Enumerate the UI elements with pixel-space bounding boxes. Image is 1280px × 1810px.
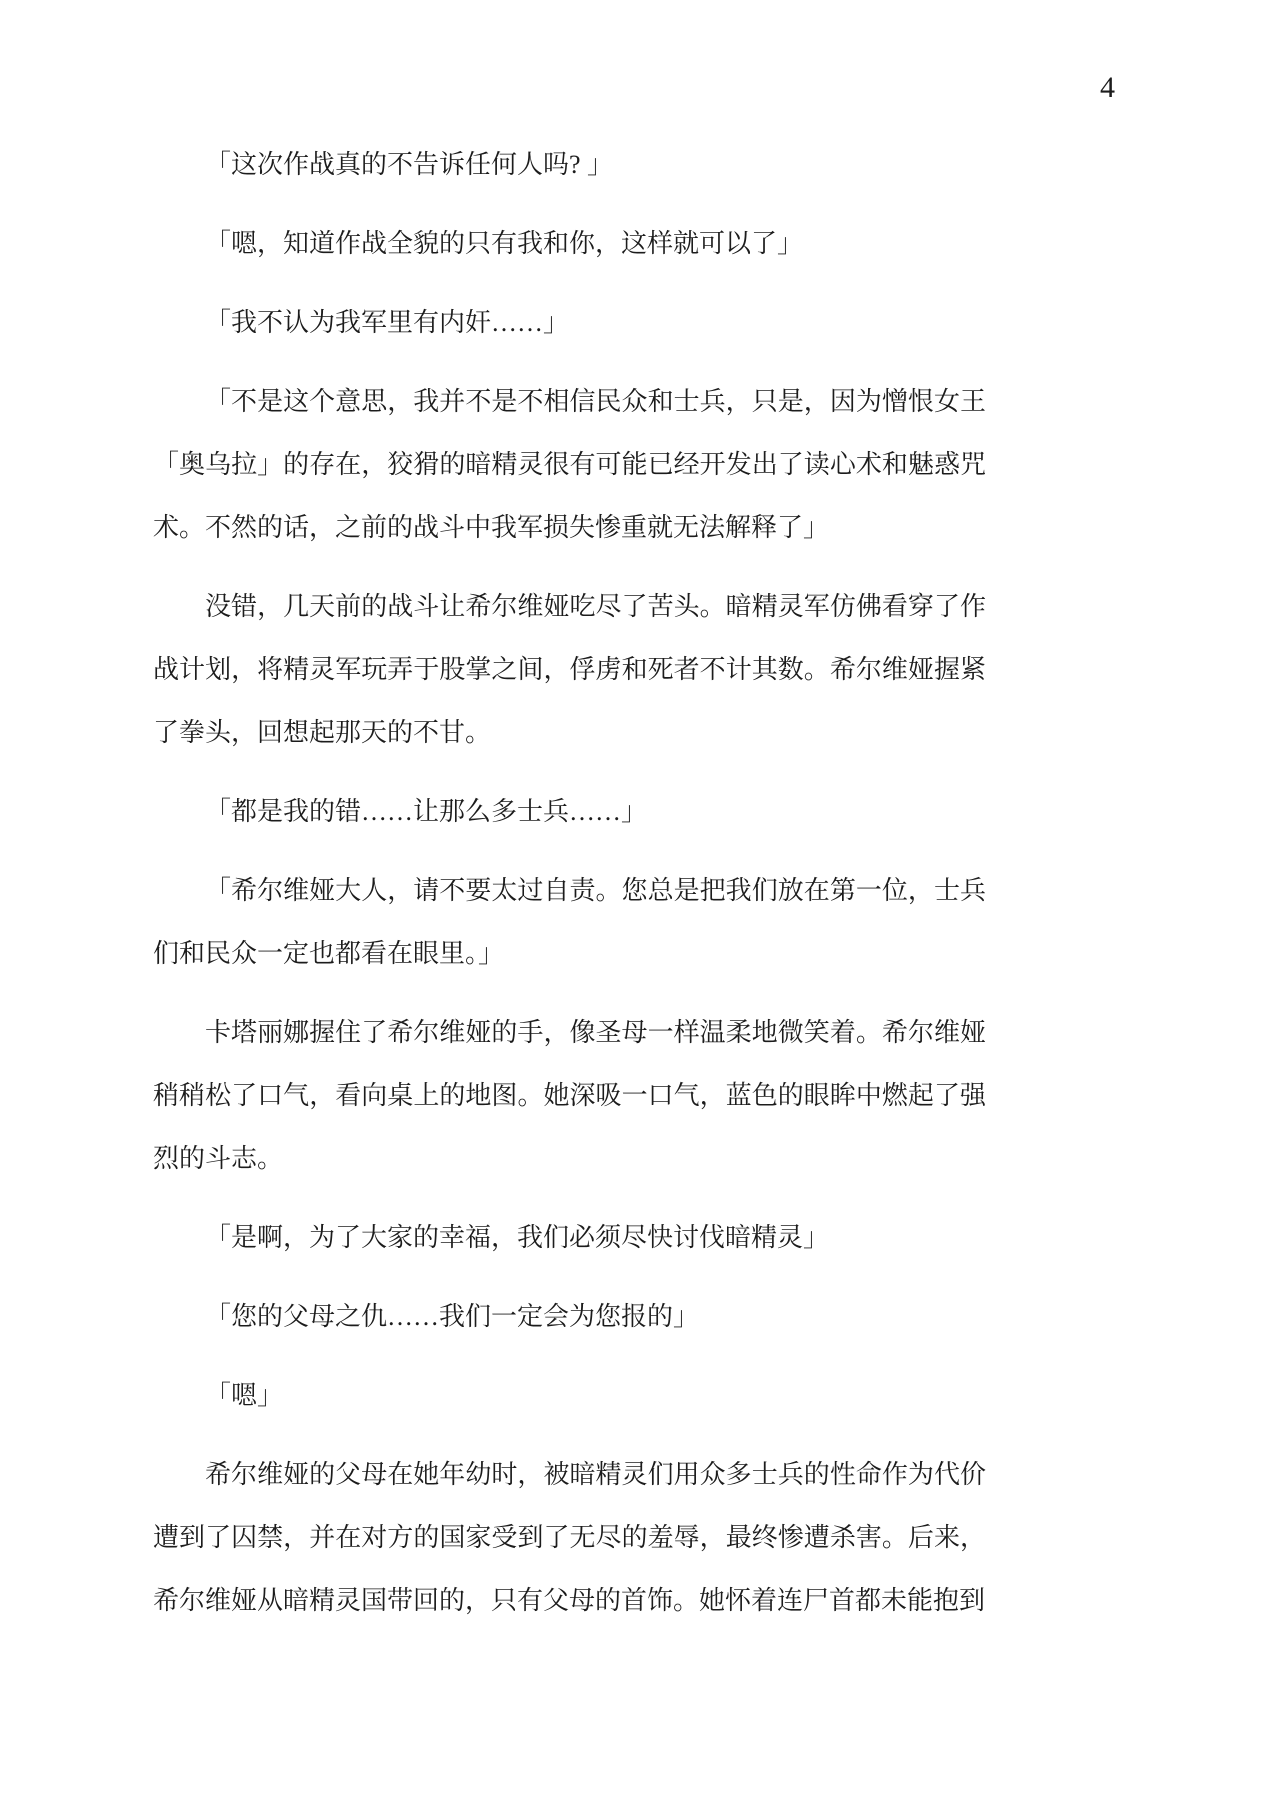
- paragraph: 「嗯」: [205, 1381, 284, 1410]
- paragraph: 希尔维娅的父母在她年幼时，被暗精灵们用众多士兵的性命作为代价遭到了囚禁，并在对方的国家受到了无尽的羞辱，最终惨遭杀害。后来，希尔维娅从暗精灵国带回的，只有父母的首饰。她怀着连尸首都未能抱到: [153, 1460, 986, 1615]
- paragraph: 「是啊，为了大家的幸福，我们必须尽快讨伐暗精灵」: [205, 1223, 830, 1252]
- page-number: 4: [1100, 71, 1115, 104]
- paragraph: 「都是我的错……让那么多士兵……」: [205, 797, 648, 826]
- paragraph: 没错，几天前的战斗让希尔维娅吃尽了苦头。暗精灵军仿佛看穿了作战计划，将精灵军玩弄于股掌之间，俘虏和死者不计其数。希尔维娅握紧了拳头，回想起那天的不甘。: [153, 592, 986, 747]
- paragraph: 「希尔维娅大人，请不要太过自责。您总是把我们放在第一位，士兵们和民众一定也都看在眼里。」: [153, 876, 986, 968]
- paragraph: 「不是这个意思，我并不是不相信民众和士兵，只是，因为憎恨女王「奥乌拉」的存在，狡猾的暗精灵很有可能已经开发出了读心术和魅惑咒术。不然的话，之前的战斗中我军损失惨重就无法解释了」: [153, 387, 986, 542]
- paragraph: 「您的父母之仇……我们一定会为您报的」: [205, 1302, 700, 1331]
- paragraph: 「这次作战真的不告诉任何人吗? 」: [205, 150, 614, 179]
- paragraph: 「我不认为我军里有内奸……」: [205, 308, 570, 337]
- body-text: [153, 133, 986, 1648]
- paragraph: 「嗯，知道作战全貌的只有我和你，这样就可以了」: [205, 229, 804, 258]
- paragraph: 卡塔丽娜握住了希尔维娅的手，像圣母一样温柔地微笑着。希尔维娅稍稍松了口气，看向桌上的地图。她深吸一口气，蓝色的眼眸中燃起了强烈的斗志。: [153, 1018, 986, 1173]
